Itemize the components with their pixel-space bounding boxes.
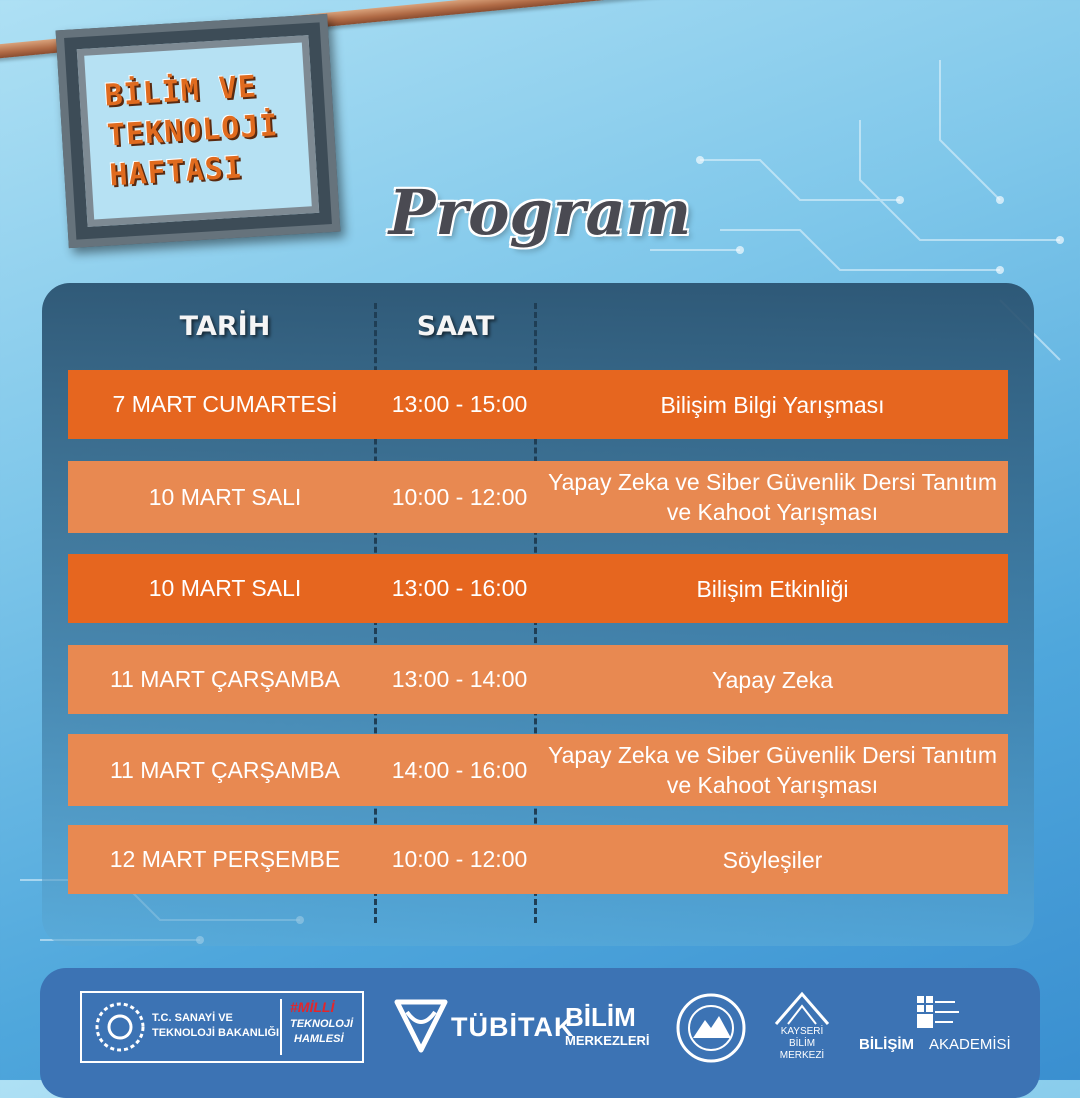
sign-line-3: HAFTASI	[108, 150, 244, 194]
bilisim-logo-part-1: BİLİŞİM	[859, 1036, 914, 1053]
row-time: 13:00 - 15:00	[391, 391, 528, 417]
schedule-row	[68, 461, 1008, 533]
milli-line-1: #MİLLİ	[290, 999, 335, 1015]
schedule-row	[68, 554, 1008, 623]
kayseri-line-2: BİLİM	[788, 1038, 816, 1049]
kayseri-bilim-merkezi-dome-icon	[772, 990, 832, 1026]
ministry-emblem-icon	[94, 1001, 146, 1053]
row-date: 7 MART CUMARTESİ	[112, 391, 338, 417]
sign-line-2: TEKNOLOJİ	[106, 108, 280, 154]
row-event: Söyleşiler	[722, 846, 823, 873]
milli-line-2: TEKNOLOJİ	[290, 1018, 353, 1030]
row-date: 11 MART ÇARŞAMBA	[109, 756, 341, 783]
row-time: 14:00 - 16:00	[391, 756, 528, 783]
tubitak-logo: TÜBİTAK	[451, 1012, 575, 1042]
schedule-row	[68, 734, 1008, 806]
sign-line-1: BİLİM VE	[103, 69, 258, 114]
header-time: SAAT	[416, 311, 495, 342]
schedule-row	[68, 645, 1008, 714]
row-date: 10 MART SALI	[148, 575, 302, 601]
kayseri-line-1: KAYSERİ	[780, 1026, 824, 1037]
bilim-merkezleri-line-2: MERKEZLERİ	[565, 1033, 650, 1048]
row-date: 12 MART PERŞEMBE	[109, 846, 341, 872]
row-event: Yapay Zeka	[711, 666, 834, 693]
milli-line-3: HAMLESİ	[294, 1033, 344, 1045]
kayseri-municipality-seal-icon	[675, 992, 747, 1064]
bilisim-logo-part-2: AKADEMİSİ	[929, 1036, 1011, 1053]
row-event: Bilişim Bilgi Yarışması	[660, 391, 885, 418]
schedule-row	[68, 825, 1008, 894]
ministry-line-2: TEKNOLOJİ BAKANLIĞI	[152, 1027, 280, 1039]
row-time: 13:00 - 14:00	[391, 666, 528, 692]
tubitak-emblem-icon	[393, 996, 449, 1054]
schedule-row	[68, 370, 1008, 439]
row-time: 10:00 - 12:00	[391, 483, 528, 510]
logo-separator	[280, 999, 282, 1055]
row-event: Bilişim Etkinliği	[696, 575, 849, 602]
row-time: 13:00 - 16:00	[391, 575, 528, 601]
row-date: 11 MART ÇARŞAMBA	[109, 666, 341, 692]
row-event: Yapay Zeka ve Siber Güvenlik Dersi Tanıtım ve Kahoot Yarışması	[547, 469, 998, 525]
header-date: TARİH	[179, 311, 271, 342]
bilim-merkezleri-line-1: BİLİM	[565, 1002, 636, 1032]
kayseri-line-3: MERKEZİ	[779, 1050, 825, 1061]
row-event: Yapay Zeka ve Siber Güvenlik Dersi Tanıtım ve Kahoot Yarışması	[547, 742, 998, 798]
row-date: 10 MART SALI	[148, 483, 302, 510]
row-time: 10:00 - 12:00	[391, 846, 528, 872]
bilisim-akademisi-pixel-icon	[903, 994, 963, 1032]
page-title: Program	[388, 176, 692, 249]
ministry-line-1: T.C. SANAYİ VE	[152, 1012, 233, 1024]
